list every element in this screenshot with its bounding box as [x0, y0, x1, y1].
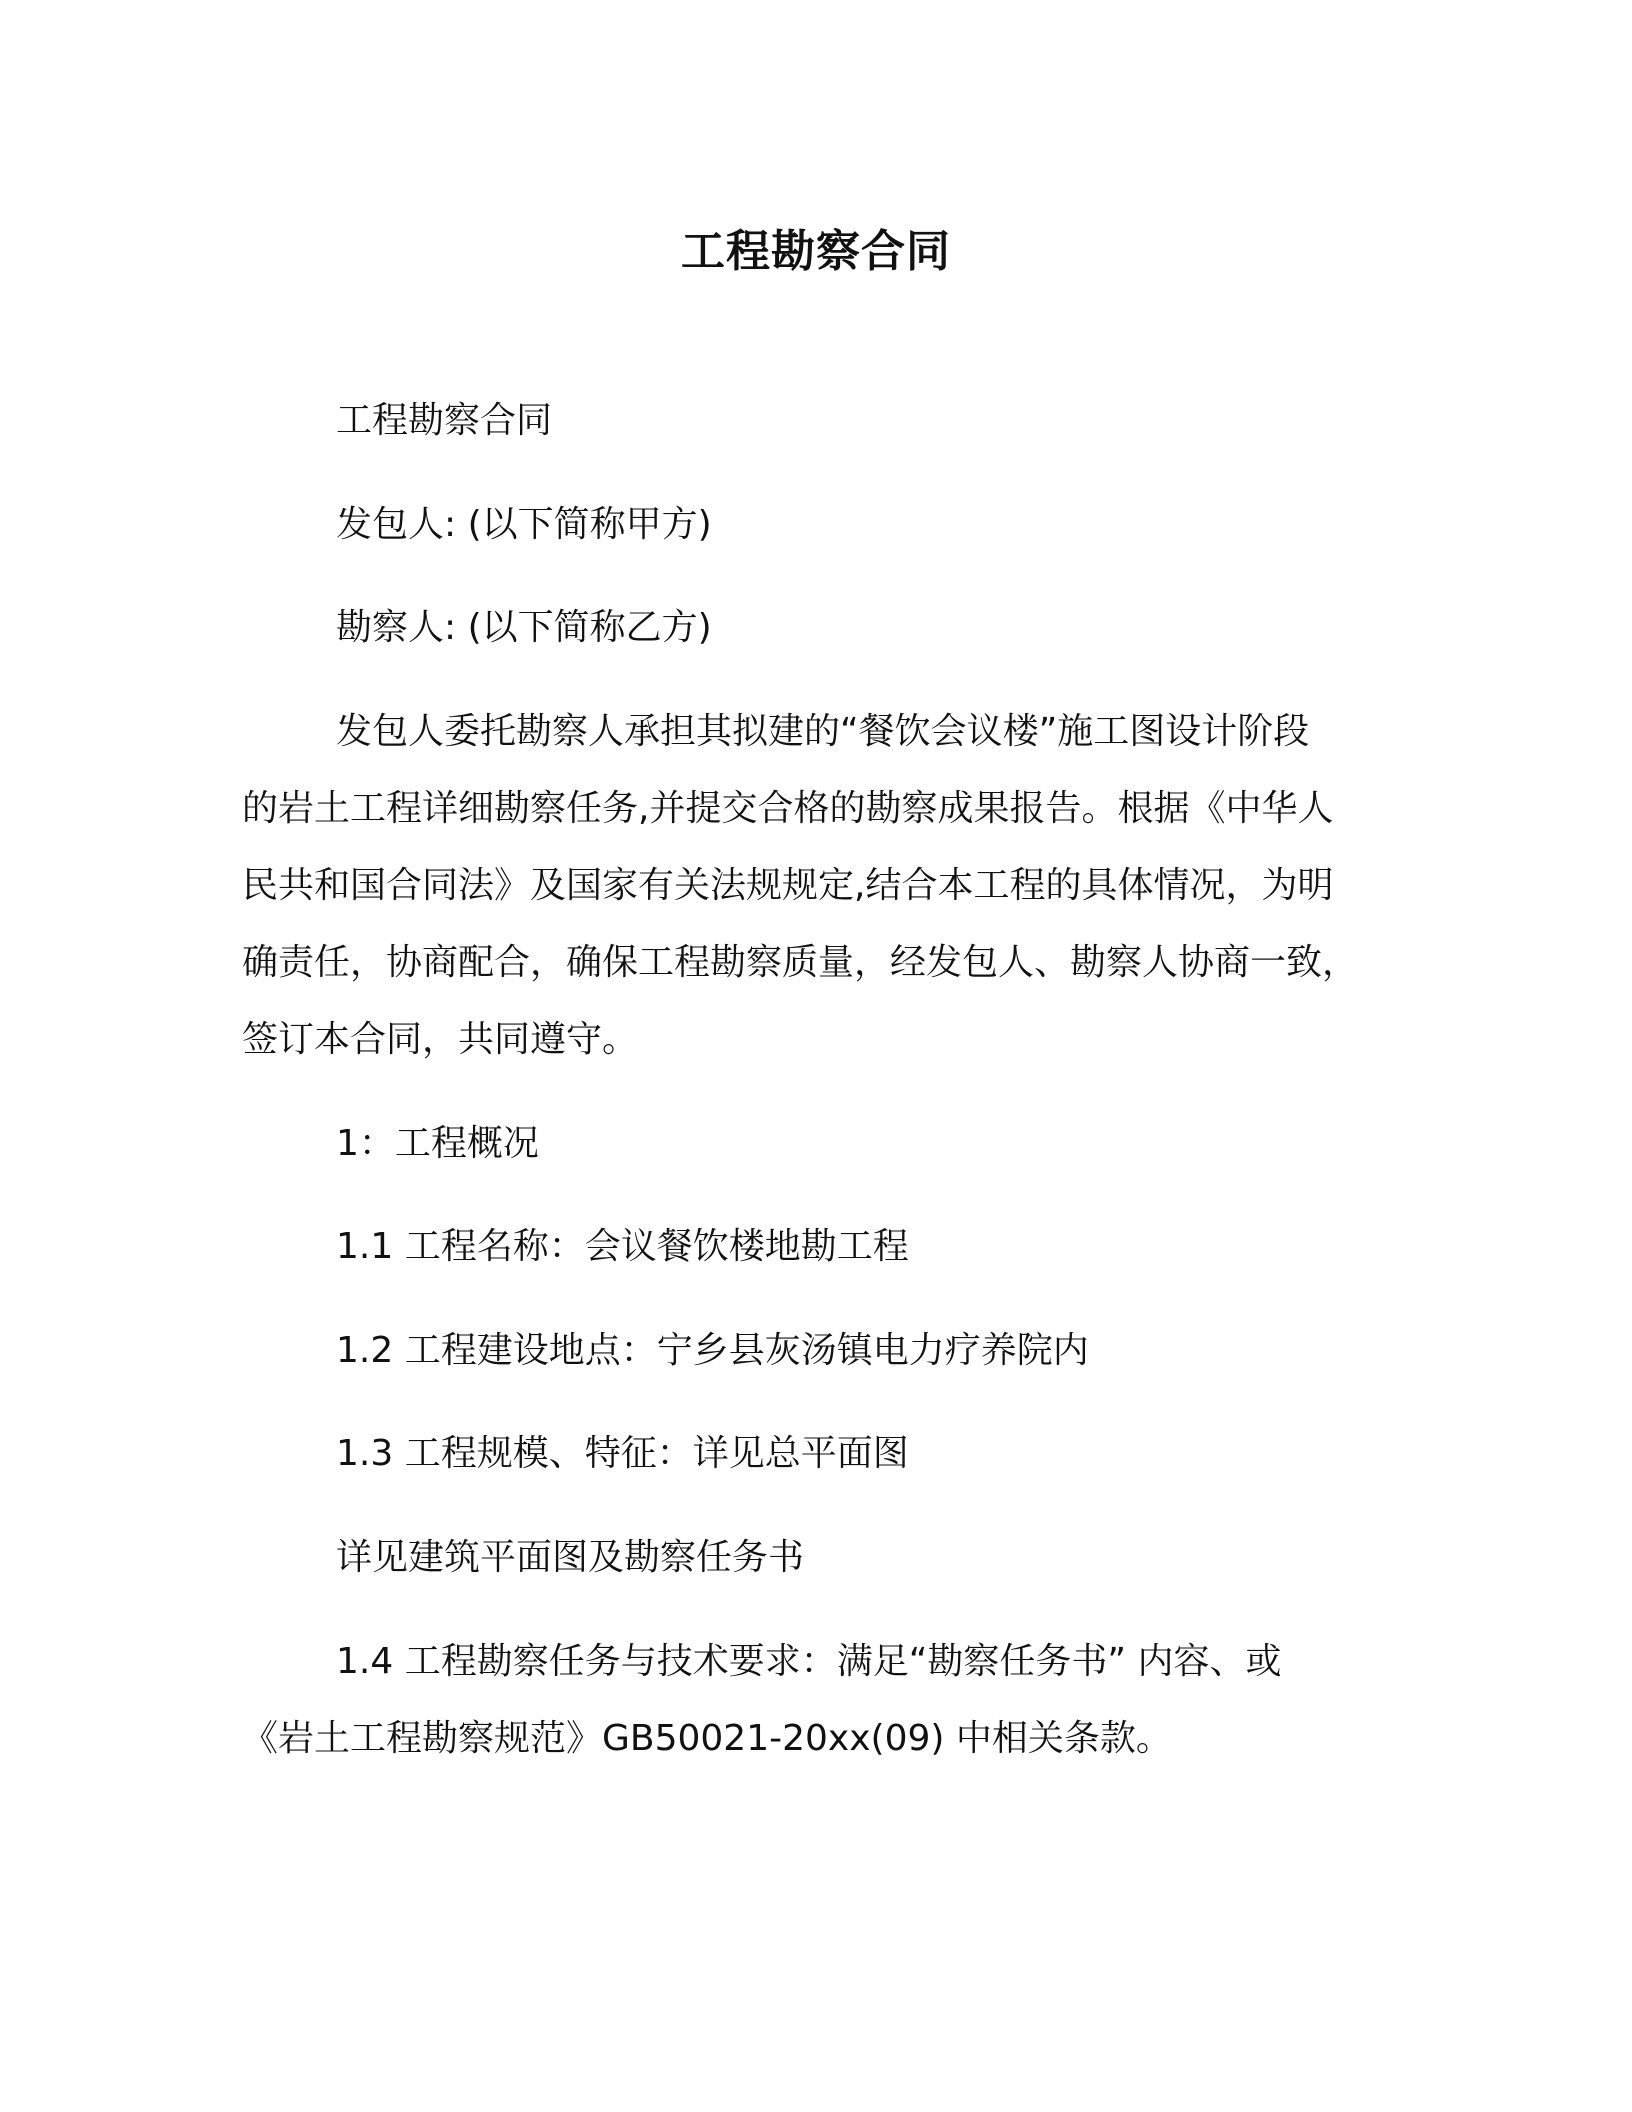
intro-line-2: 的岩土工程详细勘察任务,并提交合格的勘察成果报告。根据《中华人	[242, 788, 1334, 829]
document-title: 工程勘察合同	[681, 226, 951, 277]
intro-line-4: 确责任，协商配合，确保工程勘察质量，经发包人、勘察人协商一致，	[242, 942, 1359, 983]
item-1-3-extra: 详见建筑平面图及勘察任务书	[336, 1537, 805, 1578]
party-b-line: 勘察人: (以下简称乙方)	[336, 607, 712, 648]
party-a-line: 发包人: (以下简称甲方)	[336, 504, 712, 545]
intro-line-3: 民共和国合同法》及国家有关法规规定,结合本工程的具体情况，为明	[242, 865, 1334, 906]
contract-subtitle: 工程勘察合同	[336, 400, 553, 441]
intro-line-5: 签订本合同，共同遵守。	[242, 1019, 639, 1060]
section-1-title: 1：工程概况	[336, 1123, 539, 1164]
intro-line-1: 发包人委托勘察人承担其拟建的“餐饮会议楼”施工图设计阶段	[336, 711, 1310, 752]
item-1-3: 1.3 工程规模、特征：详见总平面图	[336, 1433, 909, 1474]
item-1-4-line-2: 《岩土工程勘察规范》GB50021-20xx(09) 中相关条款。	[242, 1718, 1172, 1759]
item-1-2: 1.2 工程建设地点：宁乡县灰汤镇电力疗养院内	[336, 1330, 1089, 1371]
item-1-1: 1.1 工程名称：会议餐饮楼地勘工程	[336, 1226, 909, 1267]
item-1-4-line-1: 1.4 工程勘察任务与技术要求：满足“勘察任务书” 内容、或	[336, 1641, 1282, 1682]
